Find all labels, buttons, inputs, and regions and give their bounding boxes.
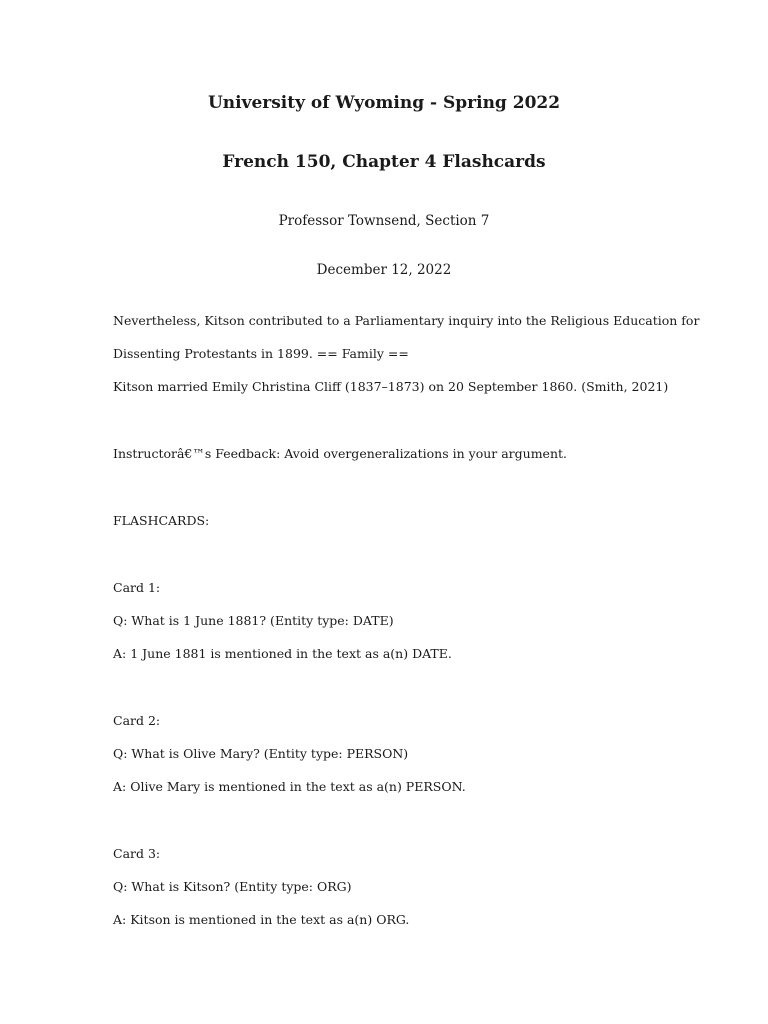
card-label: Card 3: — [113, 846, 161, 861]
paragraph-line-3: Kitson married Emily Christina Cliff (1837–1873) on 20 September 1860. (Smith, 2021) — [113, 379, 669, 394]
card-answer: A: Olive Mary is mentioned in the text as a(n) PERSON. — [113, 779, 466, 794]
card-question: Q: What is 1 June 1881? (Entity type: DATE) — [113, 613, 394, 628]
card-question: Q: What is Olive Mary? (Entity type: PERSON) — [113, 746, 409, 761]
paragraph-line-1: Nevertheless, Kitson contributed to a Parliamentary inquiry into the Religious Education for — [113, 313, 700, 328]
paragraph-line-2: Dissenting Protestants in 1899. == Family == — [113, 346, 409, 361]
card-answer: A: 1 June 1881 is mentioned in the text as a(n) DATE. — [113, 646, 452, 661]
card-answer: A: Kitson is mentioned in the text as a(n) ORG. — [113, 912, 410, 927]
card-label: Card 2: — [113, 713, 161, 728]
card-question: Q: What is Kitson? (Entity type: ORG) — [113, 879, 352, 894]
professor-line: Professor Townsend, Section 7 — [278, 213, 490, 229]
course-title: French 150, Chapter 4 Flashcards — [222, 152, 546, 172]
flashcards-heading: FLASHCARDS: — [113, 513, 210, 528]
instructor-feedback: Instructorâ€™s Feedback: Avoid overgeneralizations in your argument. — [113, 446, 567, 461]
date-line: December 12, 2022 — [316, 262, 452, 278]
card-label: Card 1: — [113, 580, 161, 595]
university-title: University of Wyoming - Spring 2022 — [207, 93, 561, 113]
